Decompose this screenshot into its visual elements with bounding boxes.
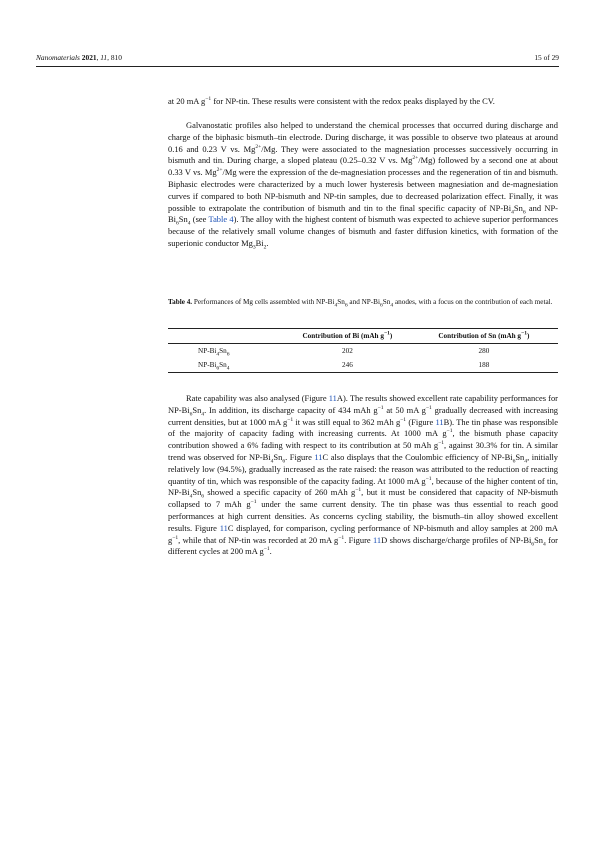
table-cell-sample: $NP-Bi_6Sn_4$ xyxy=(198,361,230,372)
table-cell-sn: 188 xyxy=(478,361,490,369)
header-rule xyxy=(36,66,559,67)
table-header-empty xyxy=(168,329,285,344)
table-label: Table 4. xyxy=(168,298,193,306)
figure-11-link[interactable]: 11 xyxy=(328,393,337,403)
page-number: 15 of 29 xyxy=(534,53,559,62)
journal-name: Nanomaterials xyxy=(36,53,80,62)
figure-11-link[interactable]: 11 xyxy=(435,416,444,427)
table-cell-sample: $NP-Bi_4Sn_6$ xyxy=(198,347,230,358)
journal-citation: Nanomaterials 2021, 11, 810 xyxy=(36,53,122,62)
table-header-bi: Contribution of Bi (mAh $g^{-1}$) xyxy=(302,330,393,340)
figure-11-link[interactable]: 11 xyxy=(219,522,228,533)
table-cell-sn: 280 xyxy=(478,347,490,355)
running-header xyxy=(36,52,559,64)
table-row xyxy=(168,358,558,373)
table-header-row xyxy=(168,329,558,344)
table-caption: Table 4. Performances of Mg cells assembled with $NP-Bi_4Sn_6$ and $NP-Bi_6Sn_4$ anodes, with a focus on the contribution of each metal. xyxy=(168,298,553,309)
figure-11-link[interactable]: 11 xyxy=(373,534,382,545)
paragraph-continuation: at 20 mA $g^{-1}$ for NP-tin. These results were consistent with the redox peaks displayed by the CV. xyxy=(168,96,495,106)
table-row xyxy=(168,344,558,359)
table-4 xyxy=(168,328,558,373)
journal-volume: 11 xyxy=(100,53,108,62)
paragraph-galvanostatic: Galvanostatic profiles also helped to understand the chemical processes that occurred during discharge and charge of the biphasic bismuth–tin electrode. During discharge, it was possible to observe two plateaus at around 0.16 and 0.23 V vs. $Mg^{2+}/Mg$. They were associated to the magnesiation processes successively occurring in bismuth and tin. During charge, a sloped plateau (0.25–0.32 V vs. $Mg^{2+}/Mg$) followed by a second one at about 0.33 V vs. $Mg^{2+}/Mg$ were the expression of the de-magnesiation processes and the regeneration of tin and bismuth. Biphasic electrodes were characterized by a much lower hysteresis between magnesiation and de-magnesiation curves if compared to both NP-bismuth and NP-tin samples, due to decreased polarization effect. Finally, it was possible to extrapolate the contribution of bismuth and tin to the final specific capacity of $NP-Bi_4Sn_6$ and $NP-Bi_6Sn_4$ (see Table 4). The alloy with the highest content of bismuth was expected to achieve superior performances because of the relatively small volume changes of bismuth and faster diffusion kinetics, with formation of the superionic conductor $Mg_3Bi_2$. xyxy=(168,120,559,251)
table-cell-bi: 246 xyxy=(342,361,353,369)
table-4-link[interactable]: Table 4 xyxy=(208,214,234,225)
paragraph-rate-capability: Rate capability was also analysed (Figure 11A). The results showed excellent rate capability performances for $NP-Bi_6Sn_4$. In addition, its discharge capacity of 434 mAh $g^{-1}$ at 50 mA $g^{-1}$ gradually decreased with increasing current densities, but at 1000 mA $g^{-1}$ it was still equal to 362 mAh $g^{-1}$ (Figure 11B). The tin phase was responsible of the majority of capacity fading with increasing currents. At 1000 mA $g^{-1}$, the bismuth phase capacity contribution showed a 6% fading with respect to its contribution at 50 mAh $g^{-1}$, against 30.3% for tin. A similar trend was observed for $NP-Bi_4Sn_6$. Figure 11C also displays that the Coulombic efficiency of $NP-Bi_6Sn_4$, initially relatively low (94.5%), gradually increased as the rate raised: the reason was attributed to the reduction of reacting quantity of tin, which was responsible of the capacity fading. At 1000 mA $g^{-1}$, because of the higher content of tin, $NP-Bi_4Sn_6$ showed a specific capacity of 260 mAh $g^{-1}$, but it must be considered that capacity of NP-bismuth collapsed to 7 mAh $g^{-1}$ under the same current density. The tin phase was thus essential to reach good performances at high current densities. As concerns cycling stability, the bismuth–tin alloy showed excellent results. Figure 11C displayed, for comparison, cycling performance of NP-bismuth and alloy samples at 200 mA $g^{-1}$, while that of NP-tin was recorded at 20 mA $g^{-1}$. Figure 11D shows discharge/charge profiles of $NP-Bi_6Sn_4$ for different cycles at 200 mA $g^{-1}$. xyxy=(168,393,559,557)
figure-11-link[interactable]: 11 xyxy=(314,451,323,462)
article-number: 810 xyxy=(110,53,122,62)
journal-year: 2021 xyxy=(81,53,97,62)
table-cell-bi: 202 xyxy=(342,347,353,355)
table-header-sn: Contribution of Sn (mAh $g^{-1}$) xyxy=(438,330,530,340)
